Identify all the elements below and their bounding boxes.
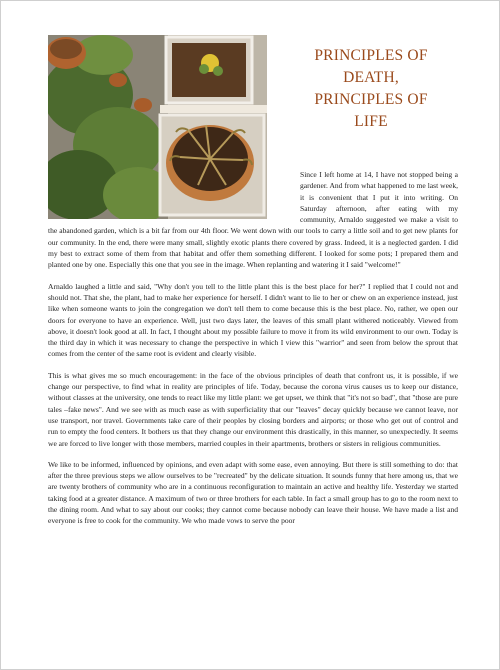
paragraph-2: Arnaldo laughed a little and said, "Why don't you tell to the little plant this is the best place for her?" I replied that I could not and should not. That she, the plant, had to make her experience for herself. I didn't want to lie to her or chew on an experience instead, just like when someone wants to join the congregation we don't tell them to come because this is the best place. No, rather, we open our doors for everyone to have an experience. Well, just two days later, the leaves of this small plant withered noticeably. Viewed from above, it doesn't look good at all. In fact, I thought about my possible failure to move it from its wild environment to our own. Today is the third day in which it was necessary to change the perspective in which I view this "warrior" and seen from below the sprout that comes from the center of the same root is evident and clearly visible.	[48, 281, 458, 359]
paragraph-3: This is what gives me so much encouragement: in the face of the obvious principles of death that confront us, it is possible, if we change our perspective, to find what in reality are principles of life. Today, because the corona virus causes us to keep our distance, without classes at the university, one tends to react like my little plant: we get upset, we think that "it's not so bad", that "those are pure tales –fake news". And we see with as much ease as with superficiality that our "leaves" decay quickly because we cannot leave, nor use transport, nor travel. Governments take care of their peoples by closing borders and airports; or those who get out of control and run to empty the food centers. It bothers us that they change our environment this drastically, in this manner, so unexpectedly. It seems we are forced to live longer with those members, married couples in their apartments, brothers or sisters in religious communities.	[48, 370, 458, 448]
article-body	[48, 169, 458, 537]
paragraph-1: Since I left home at 14, I have not stopped being a gardener. And from what happened to me last week, it is convenient that I put it into writing. On Saturday afternoon, after eating with my community, Arnaldo suggested we make a visit to the abandoned garden, which is a bit far from our 4th floor. We went down with our tools to carry a little soil and to get new plants for our community. In the end, there were many small, slightly exotic plants there covered by grass. Indeed, it is a neglected garden. I did my best to extract some of them from that habitat and offer them something different. I looked for some pots; I prepared them and planted one by one. Especially this one that you see in the image. When replanting and watering it I said "welcome!"	[48, 170, 458, 270]
title-line: LIFE	[354, 113, 388, 130]
title-line: DEATH,	[343, 69, 399, 86]
article-title	[291, 45, 451, 133]
title-line: PRINCIPLES OF	[314, 91, 428, 108]
title-line: PRINCIPLES OF	[314, 47, 428, 64]
paragraph-4: We like to be informed, influenced by opinions, and even adapt with some ease, even annoying. But there is still something to do: that after the three previous steps we allow ourselves to be "recreated" by the delicate situation. It sounds funny that here among us, that we are twenty brothers of community who are in a continuous reconfiguration to maintain an active and healthy life. Yesterday we started taking food at a greater distance. A maximum of two or three brothers for each table. In fact a small group has to go to the room next to the dining room. And what to say about our cooks; they cannot come because nobody can leave their house. We have made a list and everyone is free to cook for the community. We who made vows to serve the poor	[48, 459, 458, 526]
